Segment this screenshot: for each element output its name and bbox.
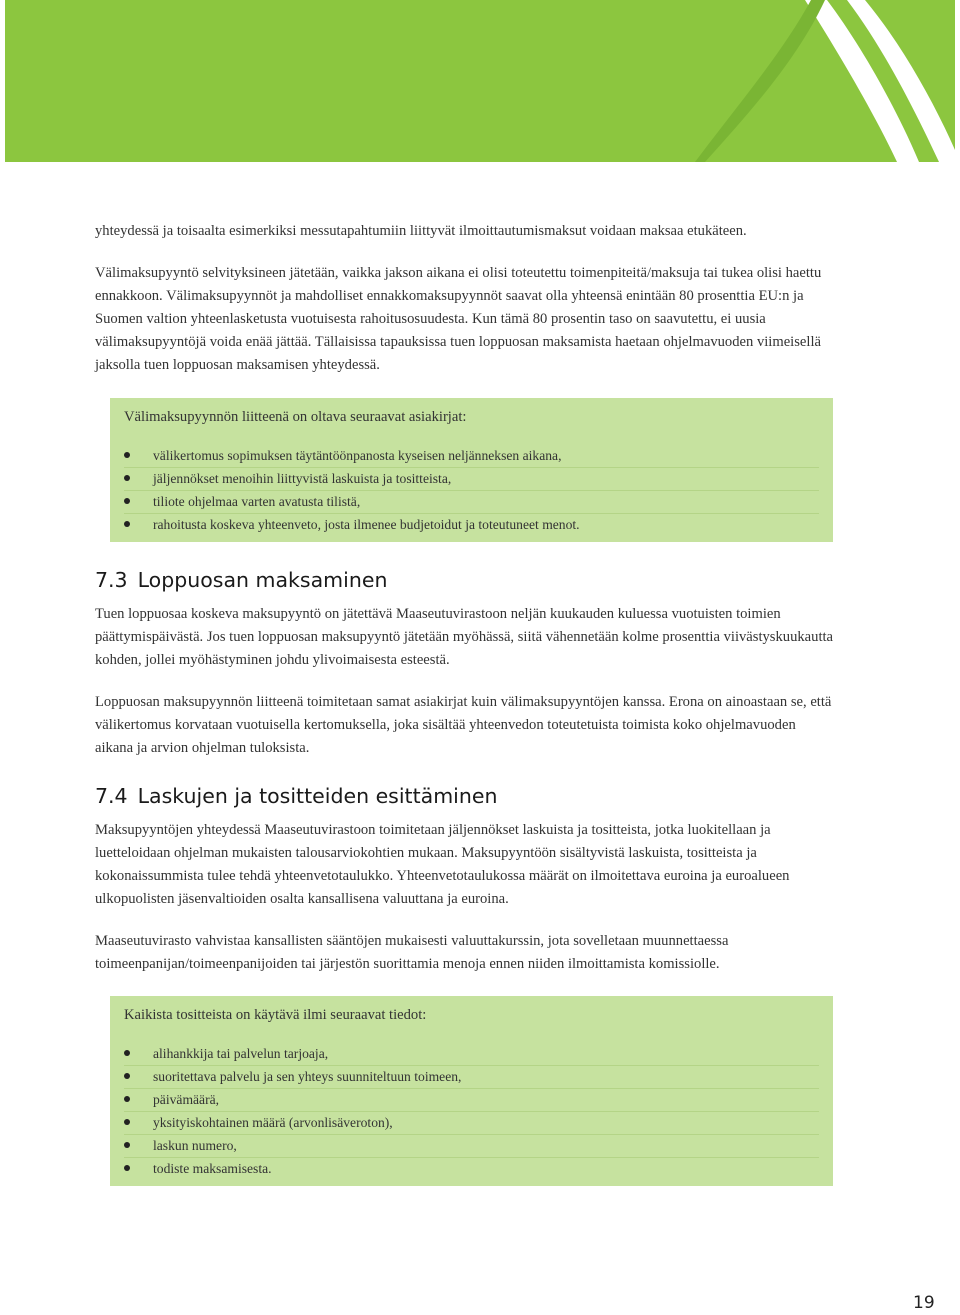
- bullet-icon: [124, 1165, 130, 1171]
- attachments-box-title: Välimaksupyynnön liitteenä on oltava seuraavat asiakirjat:: [124, 409, 467, 425]
- leaf-logo-graphic: [5, 0, 955, 162]
- attachments-list: [124, 445, 819, 536]
- page-number: 19: [913, 1293, 935, 1313]
- intro-paragraph-1: yhteydessä ja toisaalta esimerkiksi messutapahtumiin liittyvät ilmoittautumismaksut voidaan maksaa etukäteen.: [95, 223, 747, 239]
- bullet-icon: [124, 1096, 130, 1102]
- section-heading-7-3: [95, 566, 835, 594]
- bullet-icon: [124, 498, 130, 504]
- bullet-icon: [124, 1050, 130, 1056]
- receipt-details-list: [124, 1043, 819, 1180]
- header-band: [5, 0, 955, 162]
- section-7-4-paragraph-1: Maksupyyntöjen yhteydessä Maaseutuvirastoon toimitetaan jäljennökset laskuista ja tositteista, jotka luokitellaan ja luetteloidaan ohjelman mukaisten talousarviokohtien mukaan. Maksupyyntöön sisältyvistä laskuista, tositteista ja kokonaissummista tulee tehdä yhteenvetotaulukko. Yhteenvetotaulukossa määrät on ilmoitettava euroina ja euroalueen ulkopuolisten jäsenvaltioiden osalta kansallisena valuuttana ja euroina.: [95, 822, 790, 907]
- section-title: Loppuosan maksaminen: [137, 568, 388, 592]
- list-item: suoritettava palvelu ja sen yhteys suunniteltuun toimeen,: [124, 1066, 819, 1089]
- list-item: päivämäärä,: [124, 1089, 819, 1112]
- section-7-3-paragraph-1: Tuen loppuosaa koskeva maksupyyntö on jätettävä Maaseutuvirastoon neljän kuukauden kuluessa vuotuisten toimien päättymispäivästä. Jos tuen loppuosan maksupyyntö jätetään myöhässä, siitä vähennetään kolme prosenttia viivästyskuukautta kohden, jollei myöhästyminen johdu ylivoimaisesta esteestä.: [95, 606, 834, 668]
- section-number: 7.4: [95, 784, 128, 808]
- section-7-4-paragraph-2: Maaseutuvirasto vahvistaa kansallisten sääntöjen mukaisesti valuuttakurssin, jota sovelletaan muunnettaessa toimeenpanijan/toimeenpanijoiden tai järjestön suorittamia menoja ennen niiden ilmoittamista komissiolle.: [95, 933, 729, 972]
- intro-paragraph-2: Välimaksupyyntö selvityksineen jätetään, vaikka jakson aikana ei olisi toteutettu toimenpiteitä/maksuja tai tukea olisi haettu ennakkoon. Välimaksupyynnöt ja mahdolliset ennakkomaksupyynnöt saavat olla yhteensä enintään 80 prosenttia EU:n ja Suomen valtion yhteenlasketusta vuotuisesta rahoitusosuudesta. Kun tämä 80 prosentin taso on saavutettu, ei uusia välimaksupyyntöjä voida enää jättää. Tällaisissa tapauksissa tuen loppuosan maksamista haetaan ohjelmavuoden viimeisellä jaksolla tuen loppuosan maksamisen yhteydessä.: [95, 265, 822, 373]
- section-heading-7-4: [95, 782, 835, 810]
- bullet-icon: [124, 475, 130, 481]
- section-title: Laskujen ja tositteiden esittäminen: [137, 784, 498, 808]
- receipt-details-box: [110, 996, 833, 1186]
- bullet-icon: [124, 1119, 130, 1125]
- list-item: välikertomus sopimuksen täytäntöönpanosta kyseisen neljänneksen aikana,: [124, 445, 819, 468]
- list-item: jäljennökset menoihin liittyvistä laskuista ja tositteista,: [124, 468, 819, 491]
- attachments-box: [110, 398, 833, 542]
- receipt-details-box-title: Kaikista tositteista on käytävä ilmi seuraavat tiedot:: [124, 1007, 427, 1023]
- section-7-3-paragraph-2: Loppuosan maksupyynnön liitteenä toimitetaan samat asiakirjat kuin välimaksupyyntöjen kanssa. Erona on ainoastaan se, että välikertomus korvataan vuotuisella kertomuksella, joka sisältää yhteenvedon toteutetuista toimista koko ohjelmavuoden aikana ja arvion ohjelman tuloksista.: [95, 694, 832, 756]
- list-item: todiste maksamisesta.: [124, 1158, 819, 1180]
- page-content: [95, 220, 835, 1210]
- list-item: rahoitusta koskeva yhteenveto, josta ilmenee budjetoidut ja toteutuneet menot.: [124, 514, 819, 536]
- list-item: laskun numero,: [124, 1135, 819, 1158]
- list-item: yksityiskohtainen määrä (arvonlisäveroton),: [124, 1112, 819, 1135]
- bullet-icon: [124, 1142, 130, 1148]
- bullet-icon: [124, 452, 130, 458]
- list-item: alihankkija tai palvelun tarjoaja,: [124, 1043, 819, 1066]
- list-item: tiliote ohjelmaa varten avatusta tilistä,: [124, 491, 819, 514]
- bullet-icon: [124, 1073, 130, 1079]
- section-number: 7.3: [95, 568, 128, 592]
- bullet-icon: [124, 521, 130, 527]
